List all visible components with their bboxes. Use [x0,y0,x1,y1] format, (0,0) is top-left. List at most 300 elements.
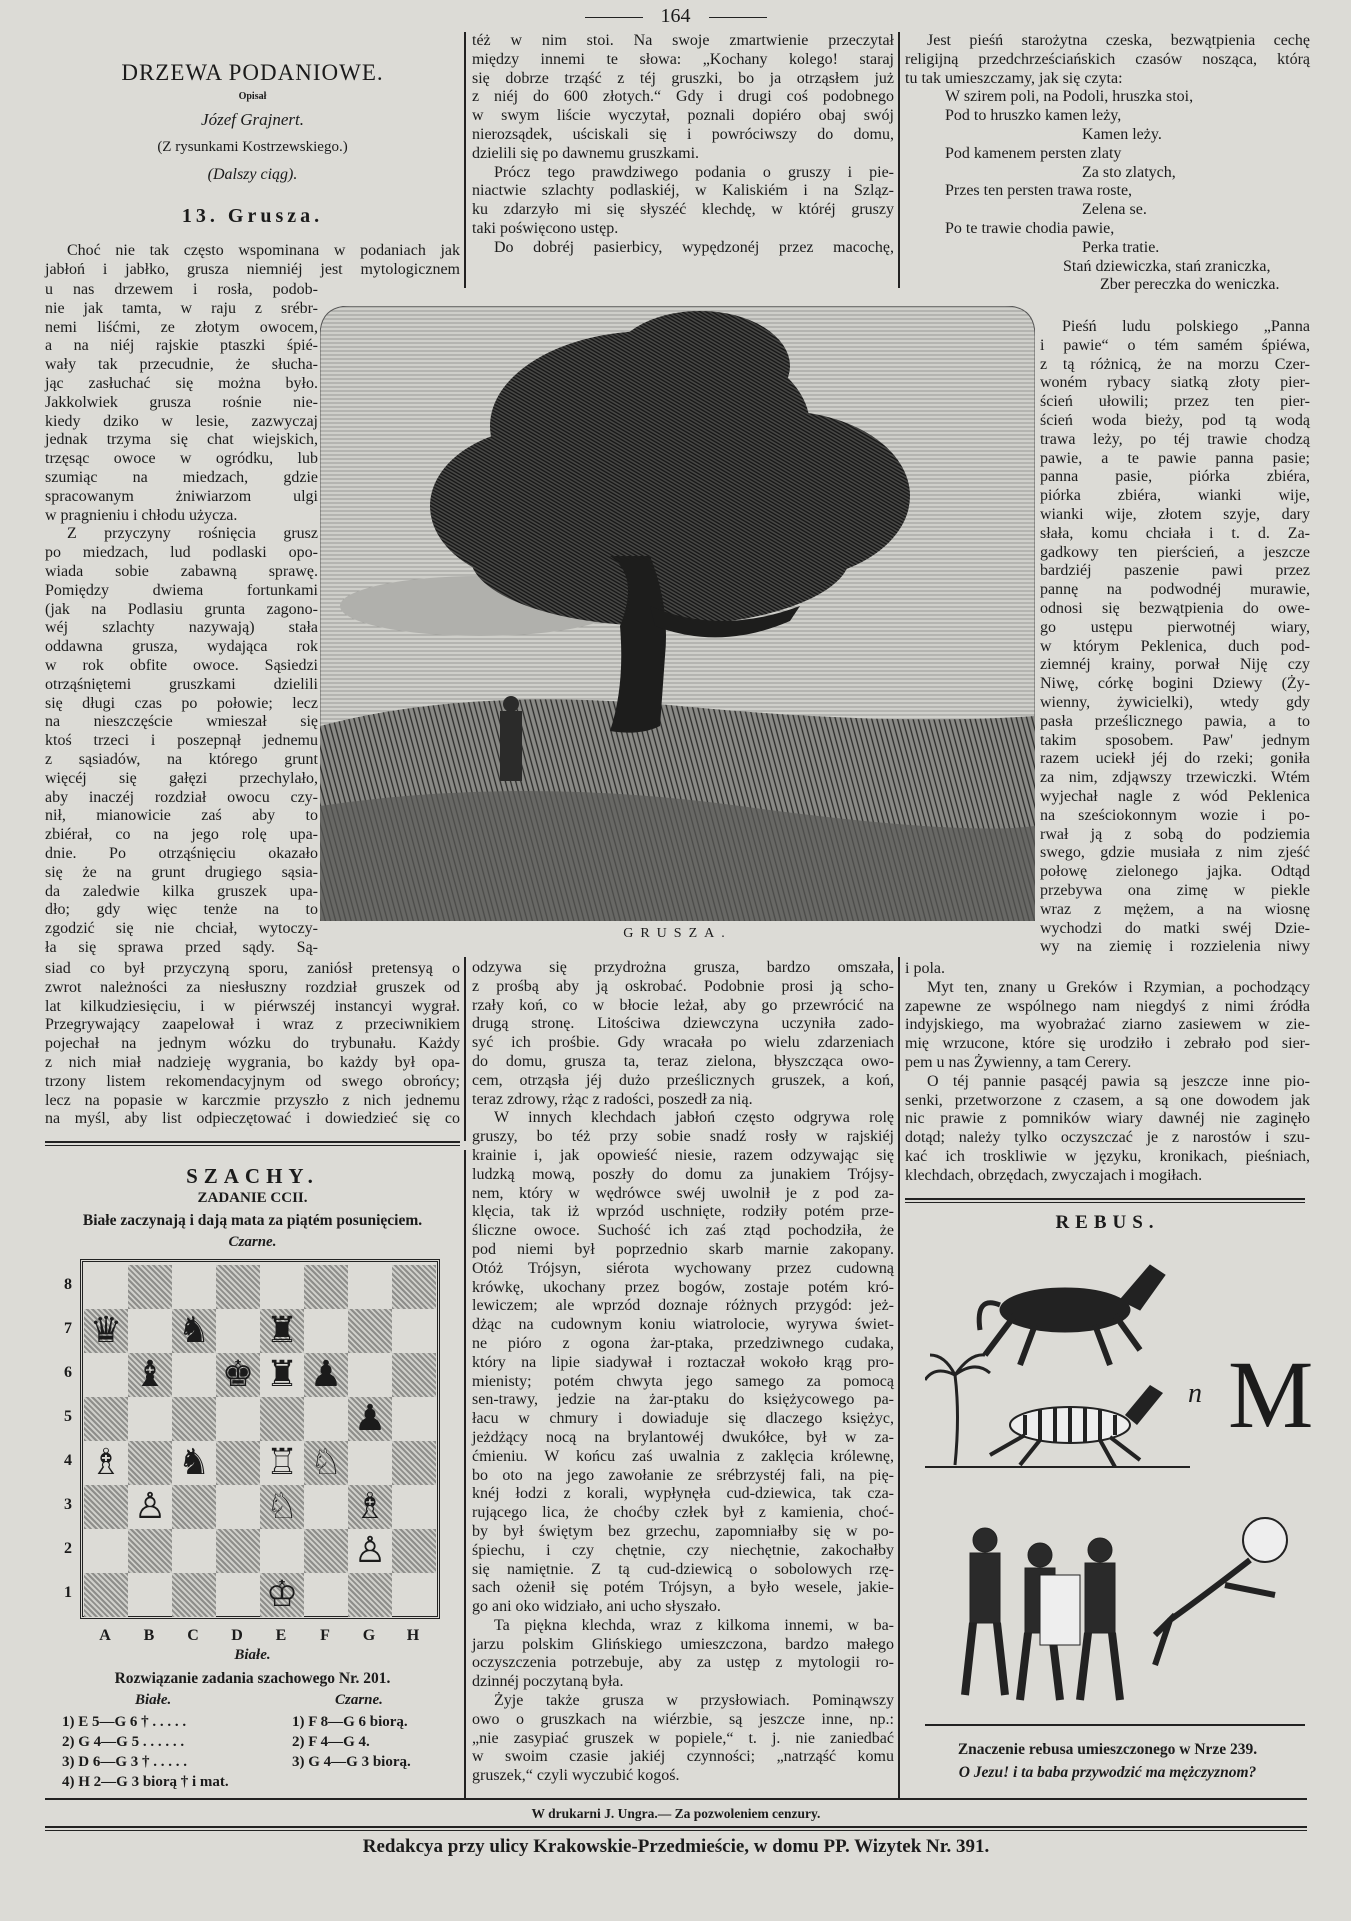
footer-rule [45,1826,1307,1831]
chess-square [172,1573,216,1617]
text-line: śliczne owoce. Suchość ich zaś ztąd pochodziła, że [472,1222,894,1240]
text-line: oczyszczenia potrzebuje, aby za ustęp z mytologii ro- [472,1654,894,1672]
chess-piece-icon: ♜ [265,1310,299,1351]
chess-piece-icon: ♟ [353,1398,387,1439]
chess-square [260,1265,304,1309]
text-line: nierozsądek, uściskali się i powróciwszy do domu, [472,125,894,143]
chess-square [172,1397,216,1441]
chess-square [84,1529,128,1573]
text-line: na nieszczęście wmieszał się [45,713,318,731]
continued-note: (Dalszy ciąg). [207,166,298,183]
text-line: i pawie“ o tém samém śpiéwa, [1040,336,1310,354]
chess-piece-icon: ♘ [309,1442,343,1483]
text-line: który na lipie siadywał i roztaczał wokoło krąg pro- [472,1353,894,1371]
text-line: trawa leży, po téj trawie chodzą [1040,430,1310,448]
poem-line: Zber pereczka do weniczka. [1100,276,1280,294]
file-label: H [406,1627,420,1644]
text-line: zgodzić się nie chciał, wytoczy- [45,920,318,938]
text-line: rującego lica, że choćby człek był z kamienia, choć- [472,1504,894,1522]
text-line: krówkę, ukochany przez bogów, zostaje potém kró- [472,1278,894,1296]
rank-label: 6 [64,1364,72,1381]
rank-label: 1 [64,1584,72,1601]
text-line: gruszek,“ czyli wyczubić kogoś. [472,1767,680,1785]
text-line: w swym liście wyczytał, poznali dopiéro obaj swój [472,107,894,125]
text-line: woném rybacy siatką złoty pier- [1040,374,1310,392]
left-column-text [45,242,460,280]
text-line: więcéj się gałęzi przechylało, [45,769,318,787]
text-line: na myśl, aby list odpieczętować i dowiedzieć się co [45,1110,460,1128]
chess-piece-icon: ♙ [133,1486,167,1527]
chess-square [304,1265,348,1309]
rank-label: 5 [64,1408,72,1425]
chess-square [348,1529,392,1573]
text-line: z nich miał nadzieję wygrania, bo każdy był opa- [45,1053,460,1071]
chess-square [392,1441,436,1485]
text-line: pojechał na jednym wózku do trybunału. Każdy [45,1035,460,1053]
file-label: E [275,1627,287,1644]
poem-line: Po te trawie chodia pawie, [945,219,1115,237]
poem-line: Perka tratie. [1082,238,1160,256]
rebus-answer: O Jezu! i ta baba przywodzić ma mężczyznom? [958,1764,1257,1781]
text-line: połowę zielonego jajka. Odtąd [1040,863,1310,881]
text-line: otrząśniętemi gruszkami dzielili [45,675,318,693]
text-line: ła się sprawa przed sądy. Są- [45,938,318,956]
chess-square [260,1529,304,1573]
chess-square [304,1529,348,1573]
text-line: pod niemi był poprzednio skarb marnie zakopany. [472,1240,894,1258]
text-line: dzielili się po dawnemu gruszkami. [472,144,700,162]
rebus-answer-title: Znaczenie rebusa umieszczonego w Nrze 239. [957,1741,1258,1758]
text-line: śpiechu, i czy chętnie, czy niechętnie, zakochałby [472,1541,894,1559]
solution-title: Rozwiązanie zadania szachowego Nr. 201. [114,1670,391,1687]
text-line: Przegrywający zaapelował i wraz z przeciwnikiem [45,1016,460,1034]
text-line: ne pióro z ogona żar-ptaka, przedziwnego cudaka, [472,1334,894,1352]
text-line: wraz z mężem, a na wiosnę [1040,900,1310,918]
text-line: pannę na podwodnéj murawie, [1040,581,1310,599]
chess-piece-icon: ♗ [353,1486,387,1527]
chess-square [348,1573,392,1617]
text-line: wyjechał nagle z wód Peklenica [1040,787,1310,805]
byline-label: Opisał [238,91,267,102]
chess-square [172,1353,216,1397]
file-label: G [362,1627,376,1644]
chess-piece-icon: ♘ [265,1486,299,1527]
text-line: lat kilkudziesięciu, i w piérwszéj instancyi wygrał. [45,997,460,1015]
poem-line: Pod kamenem persten zlaty [945,144,1122,162]
text-line: Choć nie tak często wspominana w podaniach jak [67,242,460,259]
text-line: wianki wije, złotem szyje, dary [1040,505,1310,523]
illustration-caption: GRUSZA. [623,926,732,941]
rank-label: 2 [64,1540,72,1557]
text-line: klechdach, obrzędach, zwyczajach i mogiłach. [905,1166,1203,1184]
text-line: Pieśń ludu polskiego „Panna [1062,318,1310,335]
text-line: jarzu polskim Glińskiego umieszczona, bardzo małego [472,1635,894,1653]
text-line: nem, który w wędrówce swéj uwolnił je z pod za- [472,1184,894,1202]
chess-square [128,1309,172,1353]
text-line: odnosi się bezwątpienia do owe- [1040,599,1310,617]
chess-instruction: Białe zaczynają i dają mata za piątém posunięciem. [82,1212,423,1229]
chess-square [172,1265,216,1309]
text-line: teraz zdrowy, rżąc z radości, poszedł za nią. [472,1090,753,1108]
text-line: O téj pannie pasącéj pawia są jeszcze inne pio- [927,1072,1310,1090]
poem-line: Pod to hruszko kamen leży, [945,107,1122,125]
white-side-label: Białe. [234,1647,271,1663]
text-line: knéj łodzi z korali, wypłynęła cud-dziewica, tak cza- [472,1485,894,1503]
text-line: panna pasie, piórka zbiéra, [1040,468,1310,486]
editorial-address: Redakcya przy ulicy Krakowskie-Przedmieście, w domu PP. Wizytek Nr. 391. [362,1836,990,1857]
text-line: go ustępu pierwotnéj wiary, [1040,618,1310,636]
chess-square [260,1353,304,1397]
text-line: Do dobréj pasierbicy, wypędzonéj przez macochę, [494,238,894,256]
chess-piece-icon: ♖ [265,1442,299,1483]
text-line: indyjskiego, ma wyobrażać ziarno zasiewem w zie- [905,1016,1310,1034]
chess-square [260,1309,304,1353]
text-line: tu tak umieszczamy, jak się czyta: [905,69,1123,87]
chess-square [216,1485,260,1529]
text-line: niactwie szlachty podlaskiéj, w Kaliskiém i na Szląz- [472,182,894,200]
chess-square [172,1485,216,1529]
chess-square [304,1441,348,1485]
chess-piece-icon: ♔ [265,1574,299,1615]
text-line: spracowanym żniwiarzom ulgi [45,487,318,505]
text-line: słała, komu chciała i t. d. Za- [1040,524,1310,542]
chess-piece-icon: ♟ [309,1354,343,1395]
poem-line: W szirem poli, na Podoli, hruszka stoi, [945,88,1194,106]
chess-piece-icon: ♞ [177,1442,211,1483]
text-line: go ani oko widziało, ani ucho słyszało. [472,1598,721,1616]
text-line: Jest pieśń starożytna czeska, bezwątpienia cechę [927,32,1310,49]
text-line: pasła prześlicznego pawia, a to [1040,712,1310,730]
text-line: pawie, a te pawie panna pasie; [1040,449,1310,467]
text-line: sen-trawy, jedzie na żar-ptaku do księżycowego pa- [472,1391,894,1409]
chess-square [304,1573,348,1617]
rank-label: 7 [64,1320,72,1337]
rank-label: 4 [64,1452,72,1469]
text-line: jednak trzyma się chat wiejskich, [45,431,318,449]
text-line: gadkowy ten pierścień, a jeszcze [1040,543,1310,561]
text-line: klęcia, tak iż wprzód uschnięte, rodziły potém prze- [472,1203,894,1221]
footer-rule [45,1798,1307,1800]
poem-line: Za sto zlatych, [1082,163,1176,181]
text-line: za nim, zdjąwszy trzewiczki. Wtém [1040,769,1310,787]
text-line: siad co był przyczyną sporu, zaniósł pretensyą o [45,960,460,977]
text-line: Żyje także grusza w przysłowiach. Pominąwszy [494,1692,894,1710]
text-line: Niwę, córkę bogini Dziewy (Ży- [1040,675,1310,693]
chess-title: SZACHY. [186,1164,319,1188]
text-line: u nas drzewem i rosła, podob- [45,281,318,298]
rank-label: 8 [64,1276,72,1293]
chess-square [216,1573,260,1617]
text-line: wy na ziemię i rozzielenia niwy [1040,938,1310,956]
text-line: z tą różnicą, że na morzu Czer- [1040,355,1310,373]
chess-square [128,1397,172,1441]
chess-square [172,1529,216,1573]
text-line: syć ich prośbie. Gdy wracała po wielu zdarzeniach [472,1034,894,1052]
text-line: kiedy dziko w lesie, zazwyczaj [45,412,318,430]
poem-line: Zelena se. [1082,201,1147,219]
rebus-letter-big: M [1228,1341,1314,1448]
text-line: dżąc na cudownym koniu wiatrolocie, wyrywa świet- [472,1316,894,1334]
rank-label: 3 [64,1496,72,1513]
text-line: Jakkolwiek grusza rośnie nie- [45,393,318,411]
text-line: cem, otrząsła jéj dużo prześlicznych gruszek, a koń, [472,1071,894,1089]
text-line: zbiérał, co na jego rolę upa- [45,826,318,844]
text-line: lewiczem; ale wprzód doznaje różnych przygód: jeż- [472,1297,894,1315]
file-label: C [187,1627,199,1644]
chess-square [128,1573,172,1617]
text-line: szumiąc na miedzach, gdzie [45,468,318,486]
rebus-title: REBUS. [1055,1212,1160,1233]
text-line: takim sposobem. Paw' jednym [1040,731,1310,749]
text-line: ktoś trzeci i poszepnął jednemu [45,732,318,750]
zebra-icon [990,1385,1163,1467]
chess-piece-icon: ♝ [133,1354,167,1395]
chess-square [128,1485,172,1529]
article-title: DRZEWA PODANIOWE. [121,60,384,85]
chess-square [392,1397,436,1441]
text-line: bardziéj paszenie pawi przez [1040,562,1310,580]
text-line: mienisty; potém chwyta jego samego za pomocą [472,1372,894,1390]
text-line: się długi czas po połowie; lecz [45,694,318,712]
text-line: wychodzi do matki swéj Dzie- [1040,919,1310,937]
black-move: 3) G 4—G 3 biorą. [292,1754,411,1770]
left-column-text-bottom [45,960,460,1129]
rebus-picture [925,1255,1305,1740]
chess-square [84,1397,128,1441]
text-line: w rok obfite owoce. Sąsiedzi [45,656,318,674]
chess-square [216,1441,260,1485]
text-line: Pomiędzy dwiema fortunkami [45,581,318,599]
text-line: dzinnéj poczytaną była. [472,1673,624,1691]
middle-column-text-bottom [472,959,894,1786]
chess-square [260,1485,304,1529]
file-label: F [320,1627,330,1644]
text-line: rzały koń, co w błocie leżał, aby go przewrócić na [472,996,894,1014]
text-line: wiada sobie zabawną sprawę. [45,562,318,580]
page-number-text: 164 [660,5,691,27]
text-line: wéj szlachty nazywają) stała [45,619,318,637]
text-line: trzony listem rekomendacyjnym od swego obrońcy; [45,1072,460,1090]
column-divider [898,957,900,1798]
text-line: by był świętym bez grzechu, zapomniałby się w po- [472,1522,894,1540]
section-rule [45,1141,460,1146]
text-line: dnie. Po otrząśnięciu okazało [45,844,318,862]
text-line: Ta piękna klechda, wraz z kilkoma innemi, w ba- [494,1616,894,1634]
solution-white-label: Białe. [135,1692,172,1708]
text-line: się że na grunt drugiego sąsia- [45,863,318,881]
chess-square [260,1441,304,1485]
section-rule [905,1198,1305,1203]
chess-square [348,1485,392,1529]
text-line: zapewne ze wspólnego nam niegdyś z nimi źródła [905,997,1310,1015]
chess-square [392,1573,436,1617]
text-line: ścień woda bieży, pod tą wodą [1040,411,1310,429]
chess-square [304,1353,348,1397]
column-divider [464,32,466,288]
chess-square [304,1397,348,1441]
chess-square [84,1353,128,1397]
text-line: bo oto na jego zawołanie ze srébrzystéj fali, na pię- [472,1466,894,1484]
text-line: aby inaczéj rozdział owocu czy- [45,788,318,806]
file-label: D [231,1627,243,1644]
text-line: w swoim czasie jakiéj czynności; „natrząść komu [472,1748,894,1766]
text-line: jąc zasłuchać się można było. [45,374,318,392]
text-line: nił, mianowicie zaś aby to [45,807,318,825]
black-move: 2) F 4—G 4. [292,1734,370,1750]
white-move: 1) E 5—G 6 † . . . . . [62,1714,187,1730]
chess-piece-icon: ♙ [353,1530,387,1571]
chess-square [304,1309,348,1353]
chess-square [348,1353,392,1397]
text-line: w którym Peklenica, duch pod- [1040,637,1310,655]
text-line: nic prawie z pomników wiary dawnéj nie zaginęło [905,1110,1310,1128]
horse-icon [979,1265,1165,1365]
text-line: z sąsiadów, na którego grunt [45,750,318,768]
text-line: na sześciokonnym wozie i po- [1040,806,1310,824]
rebus-letter-small: n [1188,1378,1202,1409]
chess-square [128,1353,172,1397]
column-divider [898,32,900,288]
text-line: w pragnieniu i chłodu użycza. [45,506,238,524]
chess-square [216,1397,260,1441]
chess-square [128,1441,172,1485]
chess-piece-icon: ♚ [221,1354,255,1395]
text-line: się namiętnie. Z tą cud-dziewicą o sobolowych rzę- [472,1560,894,1578]
white-move: 3) D 6—G 3 † . . . . . [62,1754,187,1770]
text-line: „nie zasypiać gruszek w popiele,“ t. j. nie zaniedbać [472,1729,894,1747]
chess-square [304,1485,348,1529]
column-divider [464,1150,466,1798]
chess-square [348,1441,392,1485]
solution-black-label: Czarne. [335,1692,383,1708]
chess-square [392,1353,436,1397]
white-move: 4) H 2—G 3 biorą † i mat. [62,1774,229,1790]
chess-square [128,1529,172,1573]
right-column-text-narrow [1040,318,1310,957]
file-label: B [143,1627,155,1644]
black-side-label: Czarne. [228,1234,277,1250]
text-line: z prośbą aby ją oskrobać. Podobnie prosi ją scho- [472,977,894,995]
text-line: z niéj do 600 złotych.“ Gdy i drugi coś podobnego [472,88,894,106]
chess-piece-icon: ♜ [265,1354,299,1395]
text-line: W innych klechdach jabłoń często odgrywa rolę [494,1109,894,1127]
chess-piece-icon: ♗ [89,1442,123,1483]
text-line: swego, gdzie musiała z nim zjeść [1040,844,1310,862]
chess-square [84,1265,128,1309]
chess-square [216,1265,260,1309]
chess-square [128,1265,172,1309]
chess-square [392,1529,436,1573]
text-line: do domu, grusza ta, teraz zielona, błyszcząca owo- [472,1052,894,1070]
text-line: taki poświęcono ustęp. [472,219,619,237]
chess-square [84,1309,128,1353]
text-line: owo o gruszkach na wiérzbie, są jeszcze inne, np.: [472,1710,894,1728]
column-divider [464,957,466,1141]
chess-square [348,1309,392,1353]
text-line: lecz na popasie w karczmie przyszło z nich jednemu [45,1091,460,1109]
text-line: łacu w chmury i dowiaduje się dlaczego księżyc, [472,1410,894,1428]
file-label: A [99,1627,111,1644]
text-line: piórka zbiéra, wianki wije, [1040,487,1310,505]
chess-square [216,1309,260,1353]
text-line: ludzką mową, poszły do domu za junakiem Trójsy- [472,1165,894,1183]
chess-square [216,1353,260,1397]
chess-square [260,1573,304,1617]
text-line: ćmieniu. W końcu zaś uwalnia z zaklęcia królewnę, [472,1447,894,1465]
text-line: da zaledwie kilka gruszek upa- [45,882,318,900]
black-move: 1) F 8—G 6 biorą. [292,1714,408,1730]
chess-square [392,1485,436,1529]
text-line: drugą stronę. Litościwa dziewczyna uczyniła zado- [472,1015,894,1033]
czech-poem [905,88,1310,295]
text-line: razem uciekł jéj do rzeki; goniła [1040,750,1310,768]
chess-square [348,1397,392,1441]
text-line: i pola. [905,960,945,977]
text-line: ku zdarzyło mi się słyszéć klechdę, w któréj gruszy [472,201,894,219]
text-line: (jak na Podlasiu grunta zagono- [45,600,318,618]
author: Józef Grajnert. [201,110,304,129]
text-line: mię wrzucone, które się urodziło i zebrało pod sier- [905,1035,1310,1053]
palm-tree-icon [925,1355,990,1465]
text-line: nie jak tamta, w raju z srébr- [45,299,318,317]
right-column-text [905,32,1310,88]
text-line: ścień ułowili; przez ten pier- [1040,393,1310,411]
text-line: gruszy, bo téż przy sobie snadź rosły w rajskiéj [472,1128,894,1146]
text-line: sach ożenił się potém Trójsyn, a było wesele, jakie- [472,1579,894,1597]
chess-square [348,1265,392,1309]
chess-square [392,1309,436,1353]
text-line: się dobrze trząść z téj gruszki, bo ja otrząsłem już [472,69,894,87]
text-line: ziemnéj krainy, porwał Niję czy [1040,656,1310,674]
text-line: nemi liśćmi, ze złotym owocem, [45,318,318,336]
illustrations-credit: (Z rysunkami Kostrzewskiego.) [157,139,348,155]
text-line: Myt ten, znany u Greków i Rzymian, a pochodzący [927,978,1310,996]
text-line: kać ich troskliwie w języku, kronikach, pieśniach, [905,1147,1310,1165]
chess-square [84,1441,128,1485]
chess-square [172,1441,216,1485]
text-line: jeżdżący nocą na brylantowéj dwukółce, był w za- [472,1428,894,1446]
text-line: wały tak przecudnie, że słucha- [45,356,318,374]
text-line: trzęsąc owoce w ogródku, lub [45,450,318,468]
text-line: senki, przetworzone z czasem, a są one dowodem jak [905,1091,1310,1109]
text-line: rwał ją z sobą do podziemia [1040,825,1310,843]
chess-square [216,1529,260,1573]
section-heading: 13. Grusza. [181,205,324,227]
poem-line: Kamen leży. [1082,125,1162,143]
text-line: oddawna grusza, wydająca rok [45,638,318,656]
poem-line: Przes ten persten trawa roste, [945,182,1133,200]
text-line: jabłoń i jabłko, grusza niemniéj jest mytologicznem [45,260,460,278]
text-line: między innemi te słowa: „Kochany kolego! staraj [472,50,894,68]
chess-square [84,1573,128,1617]
printer-note: W drukarni J. Ungra.— Za pozwoleniem cenzury. [531,1806,821,1821]
right-column-text-bottom [905,960,1310,1186]
text-line: Z przyczyny rośnięcia grusz [67,525,318,543]
chess-board [80,1259,440,1619]
text-line: krainie i, jak opowieść niesie, razem odzywając się [472,1146,894,1164]
chess-piece-icon: ♞ [177,1310,211,1351]
chess-problem-number: ZADANIE CCII. [197,1190,308,1206]
text-line: dotąd; należy tylko oczyszczać je z narostów i szu- [905,1129,1310,1147]
text-line: zwrot należności za niesłuszny rozdział gruszek od [45,978,460,996]
text-line: odzywa się przydrożna grusza, bardzo omszała, [472,959,894,976]
text-line: a na niéj rajskie ptaszki śpié- [45,337,318,355]
text-line: dło; gdy więc tenże na to [45,901,318,919]
pear-tree-engraving [320,306,1035,921]
text-line: wienny, żywicielki), wtedy gdy [1040,693,1310,711]
text-line: téż w nim stoi. Na swoje zmartwienie przeczytał [472,32,894,49]
text-line: pem u nas Żywienny, a tam Cerery. [905,1053,1132,1071]
